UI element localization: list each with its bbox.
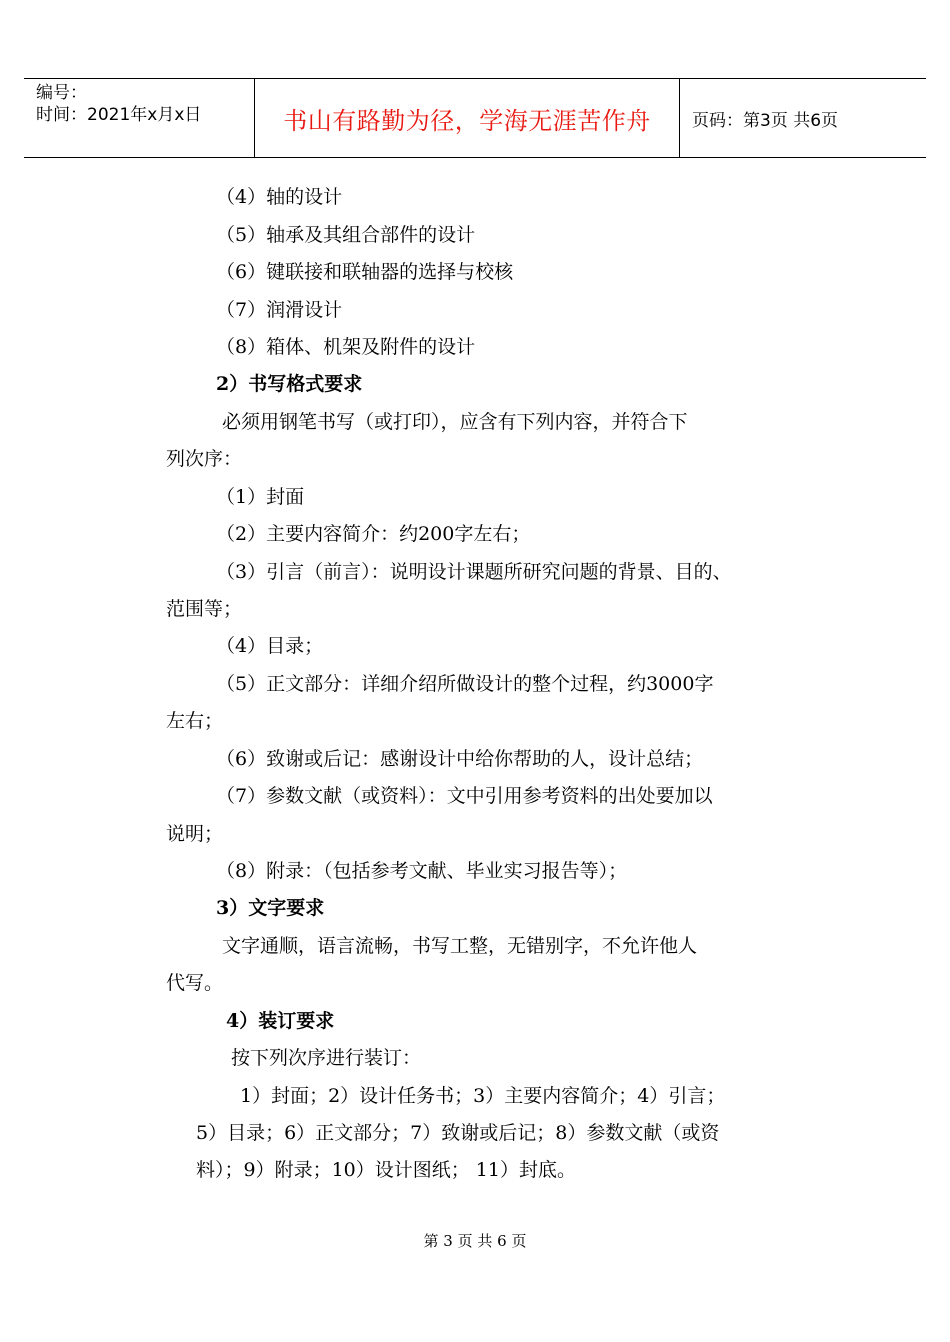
text-line: （2）主要内容简介：约200字左右； xyxy=(216,523,531,545)
text-line: 代写。 xyxy=(166,972,224,994)
text-line: 1）封面；2）设计任务书；3）主要内容简介；4）引言； xyxy=(240,1085,726,1107)
text-line: （6）键联接和联轴器的选择与校核 xyxy=(216,261,514,283)
text-line: 按下列次序进行装订： xyxy=(231,1047,422,1069)
text-line: （8）箱体、机架及附件的设计 xyxy=(216,336,476,358)
text-line: （4）目录； xyxy=(216,635,324,657)
text-line: （1）封面 xyxy=(216,486,305,508)
text-line: 料）；9）附录；10）设计图纸； 11）封底。 xyxy=(196,1159,576,1181)
text-line: 说明； xyxy=(166,823,224,845)
text-line: 必须用钢笔书写（或打印），应含有下列内容，并符合下 xyxy=(222,411,688,433)
section-heading: 3）文字要求 xyxy=(216,897,325,919)
text-line: 左右； xyxy=(166,710,224,732)
header-page-info: 页码：第3页 共6页 xyxy=(692,110,839,131)
text-line: 文字通顺，语言流畅，书写工整，无错别字，不允许他人 xyxy=(222,935,698,957)
text-line: （7）参数文献（或资料）：文中引用参考资料的出处要加以 xyxy=(216,785,713,807)
text-line: （7）润滑设计 xyxy=(216,299,343,321)
text-line: （4）轴的设计 xyxy=(216,186,343,208)
text-line: （3）引言（前言）：说明设计课题所研究问题的背景、目的、 xyxy=(216,561,732,583)
page-footer: 第 3 页 共 6 页 xyxy=(423,1232,527,1250)
text-line: 5）目录；6）正文部分；7）致谢或后记；8）参数文献（或资 xyxy=(196,1122,720,1144)
header-motto: 书山有路勤为径，学海无涯苦作舟 xyxy=(283,106,651,135)
section-heading: 4）装订要求 xyxy=(226,1010,335,1032)
text-line: （6）致谢或后记：感谢设计中给你帮助的人，设计总结； xyxy=(216,748,704,770)
text-line: （5）轴承及其组合部件的设计 xyxy=(216,224,476,246)
page-header xyxy=(24,78,926,158)
text-line: 列次序： xyxy=(166,448,243,470)
time-label: 时间：2021年x月x日 xyxy=(36,105,202,125)
code-label: 编号： xyxy=(36,83,87,103)
text-line: （5）正文部分：详细介绍所做设计的整个过程，约3000字 xyxy=(216,673,714,695)
text-line: 范围等； xyxy=(166,598,243,620)
header-meta xyxy=(24,79,254,157)
section-heading: 2）书写格式要求 xyxy=(216,373,363,395)
text-line: （8）附录：（包括参考文献、毕业实习报告等）； xyxy=(216,860,628,882)
